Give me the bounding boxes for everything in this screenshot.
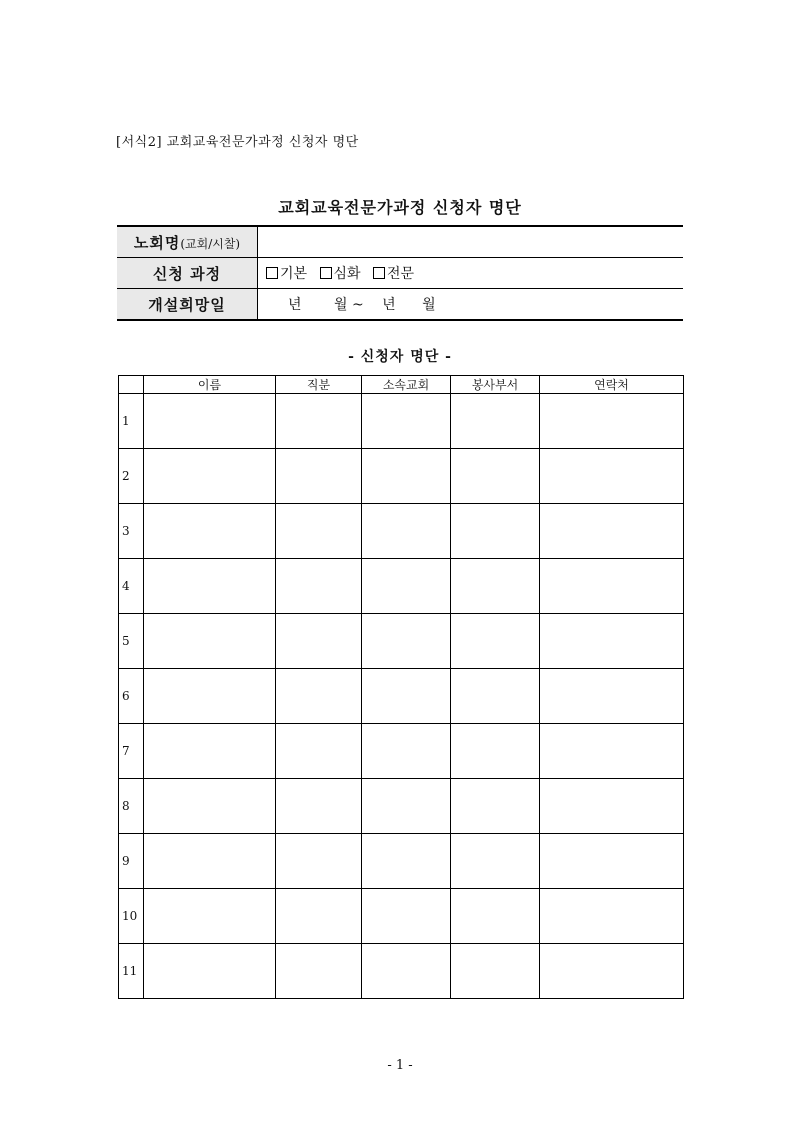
roster-table (118, 375, 684, 999)
position-cell[interactable] (276, 614, 362, 669)
checkbox-icon (320, 267, 332, 279)
page-number: - 1 - (387, 1058, 413, 1073)
church-cell[interactable] (362, 504, 451, 559)
table-row (119, 724, 684, 779)
course-option-advanced[interactable] (320, 266, 361, 282)
header-number (119, 376, 144, 394)
church-cell[interactable] (362, 394, 451, 449)
contact-cell[interactable] (540, 834, 684, 889)
department-cell[interactable] (451, 614, 540, 669)
row-number: 4 (119, 559, 144, 614)
table-row (119, 779, 684, 834)
presbytery-label-cell (117, 226, 258, 258)
position-cell[interactable] (276, 504, 362, 559)
position-cell[interactable] (276, 889, 362, 944)
position-cell[interactable] (276, 834, 362, 889)
contact-cell[interactable] (540, 779, 684, 834)
position-cell[interactable] (276, 779, 362, 834)
contact-cell[interactable] (540, 559, 684, 614)
church-cell[interactable] (362, 779, 451, 834)
date-value[interactable] (258, 289, 684, 321)
presbytery-label: 노회명 (133, 233, 181, 252)
table-row (119, 834, 684, 889)
checkbox-icon (266, 267, 278, 279)
row-number: 6 (119, 669, 144, 724)
header-contact: 연락처 (540, 376, 684, 394)
name-cell[interactable] (144, 559, 276, 614)
document-title: 교회교육전문가과정 신청자 명단 (278, 198, 522, 217)
course-option-label: 전문 (387, 266, 415, 282)
row-number: 11 (119, 944, 144, 999)
church-cell[interactable] (362, 614, 451, 669)
course-option-basic[interactable] (266, 266, 307, 282)
presbytery-row (117, 226, 683, 258)
date-separator: ~ (351, 297, 364, 313)
header-church: 소속교회 (362, 376, 451, 394)
department-cell[interactable] (451, 559, 540, 614)
row-number: 8 (119, 779, 144, 834)
contact-cell[interactable] (540, 669, 684, 724)
row-number: 5 (119, 614, 144, 669)
church-cell[interactable] (362, 669, 451, 724)
table-row (119, 944, 684, 999)
church-cell[interactable] (362, 724, 451, 779)
contact-cell[interactable] (540, 889, 684, 944)
course-option-label: 심화 (333, 266, 361, 282)
department-cell[interactable] (451, 669, 540, 724)
course-row (117, 258, 683, 289)
table-row (119, 889, 684, 944)
contact-cell[interactable] (540, 614, 684, 669)
header-department: 봉사부서 (451, 376, 540, 394)
contact-cell[interactable] (540, 724, 684, 779)
department-cell[interactable] (451, 889, 540, 944)
name-cell[interactable] (144, 724, 276, 779)
row-number: 3 (119, 504, 144, 559)
row-number: 1 (119, 394, 144, 449)
department-cell[interactable] (451, 449, 540, 504)
department-cell[interactable] (451, 944, 540, 999)
table-row (119, 504, 684, 559)
date-row (117, 289, 683, 321)
church-cell[interactable] (362, 889, 451, 944)
name-cell[interactable] (144, 614, 276, 669)
presbytery-value[interactable] (258, 226, 684, 258)
row-number: 9 (119, 834, 144, 889)
course-label: 신청 과정 (117, 258, 258, 289)
date-month-2: 월 (422, 297, 436, 313)
info-table (117, 225, 683, 321)
name-cell[interactable] (144, 779, 276, 834)
date-year-2: 년 (382, 297, 396, 313)
row-number: 2 (119, 449, 144, 504)
date-year-1: 년 (288, 297, 302, 313)
name-cell[interactable] (144, 394, 276, 449)
course-option-expert[interactable] (373, 266, 414, 282)
row-number: 10 (119, 889, 144, 944)
department-cell[interactable] (451, 834, 540, 889)
contact-cell[interactable] (540, 504, 684, 559)
department-cell[interactable] (451, 724, 540, 779)
row-number: 7 (119, 724, 144, 779)
department-cell[interactable] (451, 779, 540, 834)
roster-header (119, 376, 684, 394)
table-row (119, 449, 684, 504)
name-cell[interactable] (144, 889, 276, 944)
position-cell[interactable] (276, 394, 362, 449)
checkbox-icon (373, 267, 385, 279)
church-cell[interactable] (362, 449, 451, 504)
table-row (119, 394, 684, 449)
church-cell[interactable] (362, 559, 451, 614)
table-row (119, 669, 684, 724)
name-cell[interactable] (144, 834, 276, 889)
contact-cell[interactable] (540, 944, 684, 999)
position-cell[interactable] (276, 559, 362, 614)
contact-cell[interactable] (540, 394, 684, 449)
presbytery-sublabel: (교회/시찰) (180, 236, 241, 251)
position-cell[interactable] (276, 944, 362, 999)
church-cell[interactable] (362, 944, 451, 999)
position-cell[interactable] (276, 724, 362, 779)
table-row (119, 559, 684, 614)
department-cell[interactable] (451, 394, 540, 449)
position-cell[interactable] (276, 669, 362, 724)
header-position: 직분 (276, 376, 362, 394)
name-cell[interactable] (144, 504, 276, 559)
section-title: - 신청자 명단 - (348, 349, 452, 365)
church-cell[interactable] (362, 834, 451, 889)
date-month-1: 월 (333, 297, 348, 313)
header-name: 이름 (144, 376, 276, 394)
form-label: [서식2] 교회교육전문가과정 신청자 명단 (116, 135, 359, 150)
position-cell[interactable] (276, 449, 362, 504)
department-cell[interactable] (451, 504, 540, 559)
course-options (258, 258, 684, 289)
course-option-label: 기본 (280, 266, 308, 282)
roster-body (119, 394, 684, 999)
name-cell[interactable] (144, 944, 276, 999)
date-label: 개설희망일 (117, 289, 258, 321)
name-cell[interactable] (144, 669, 276, 724)
name-cell[interactable] (144, 449, 276, 504)
table-row (119, 614, 684, 669)
contact-cell[interactable] (540, 449, 684, 504)
